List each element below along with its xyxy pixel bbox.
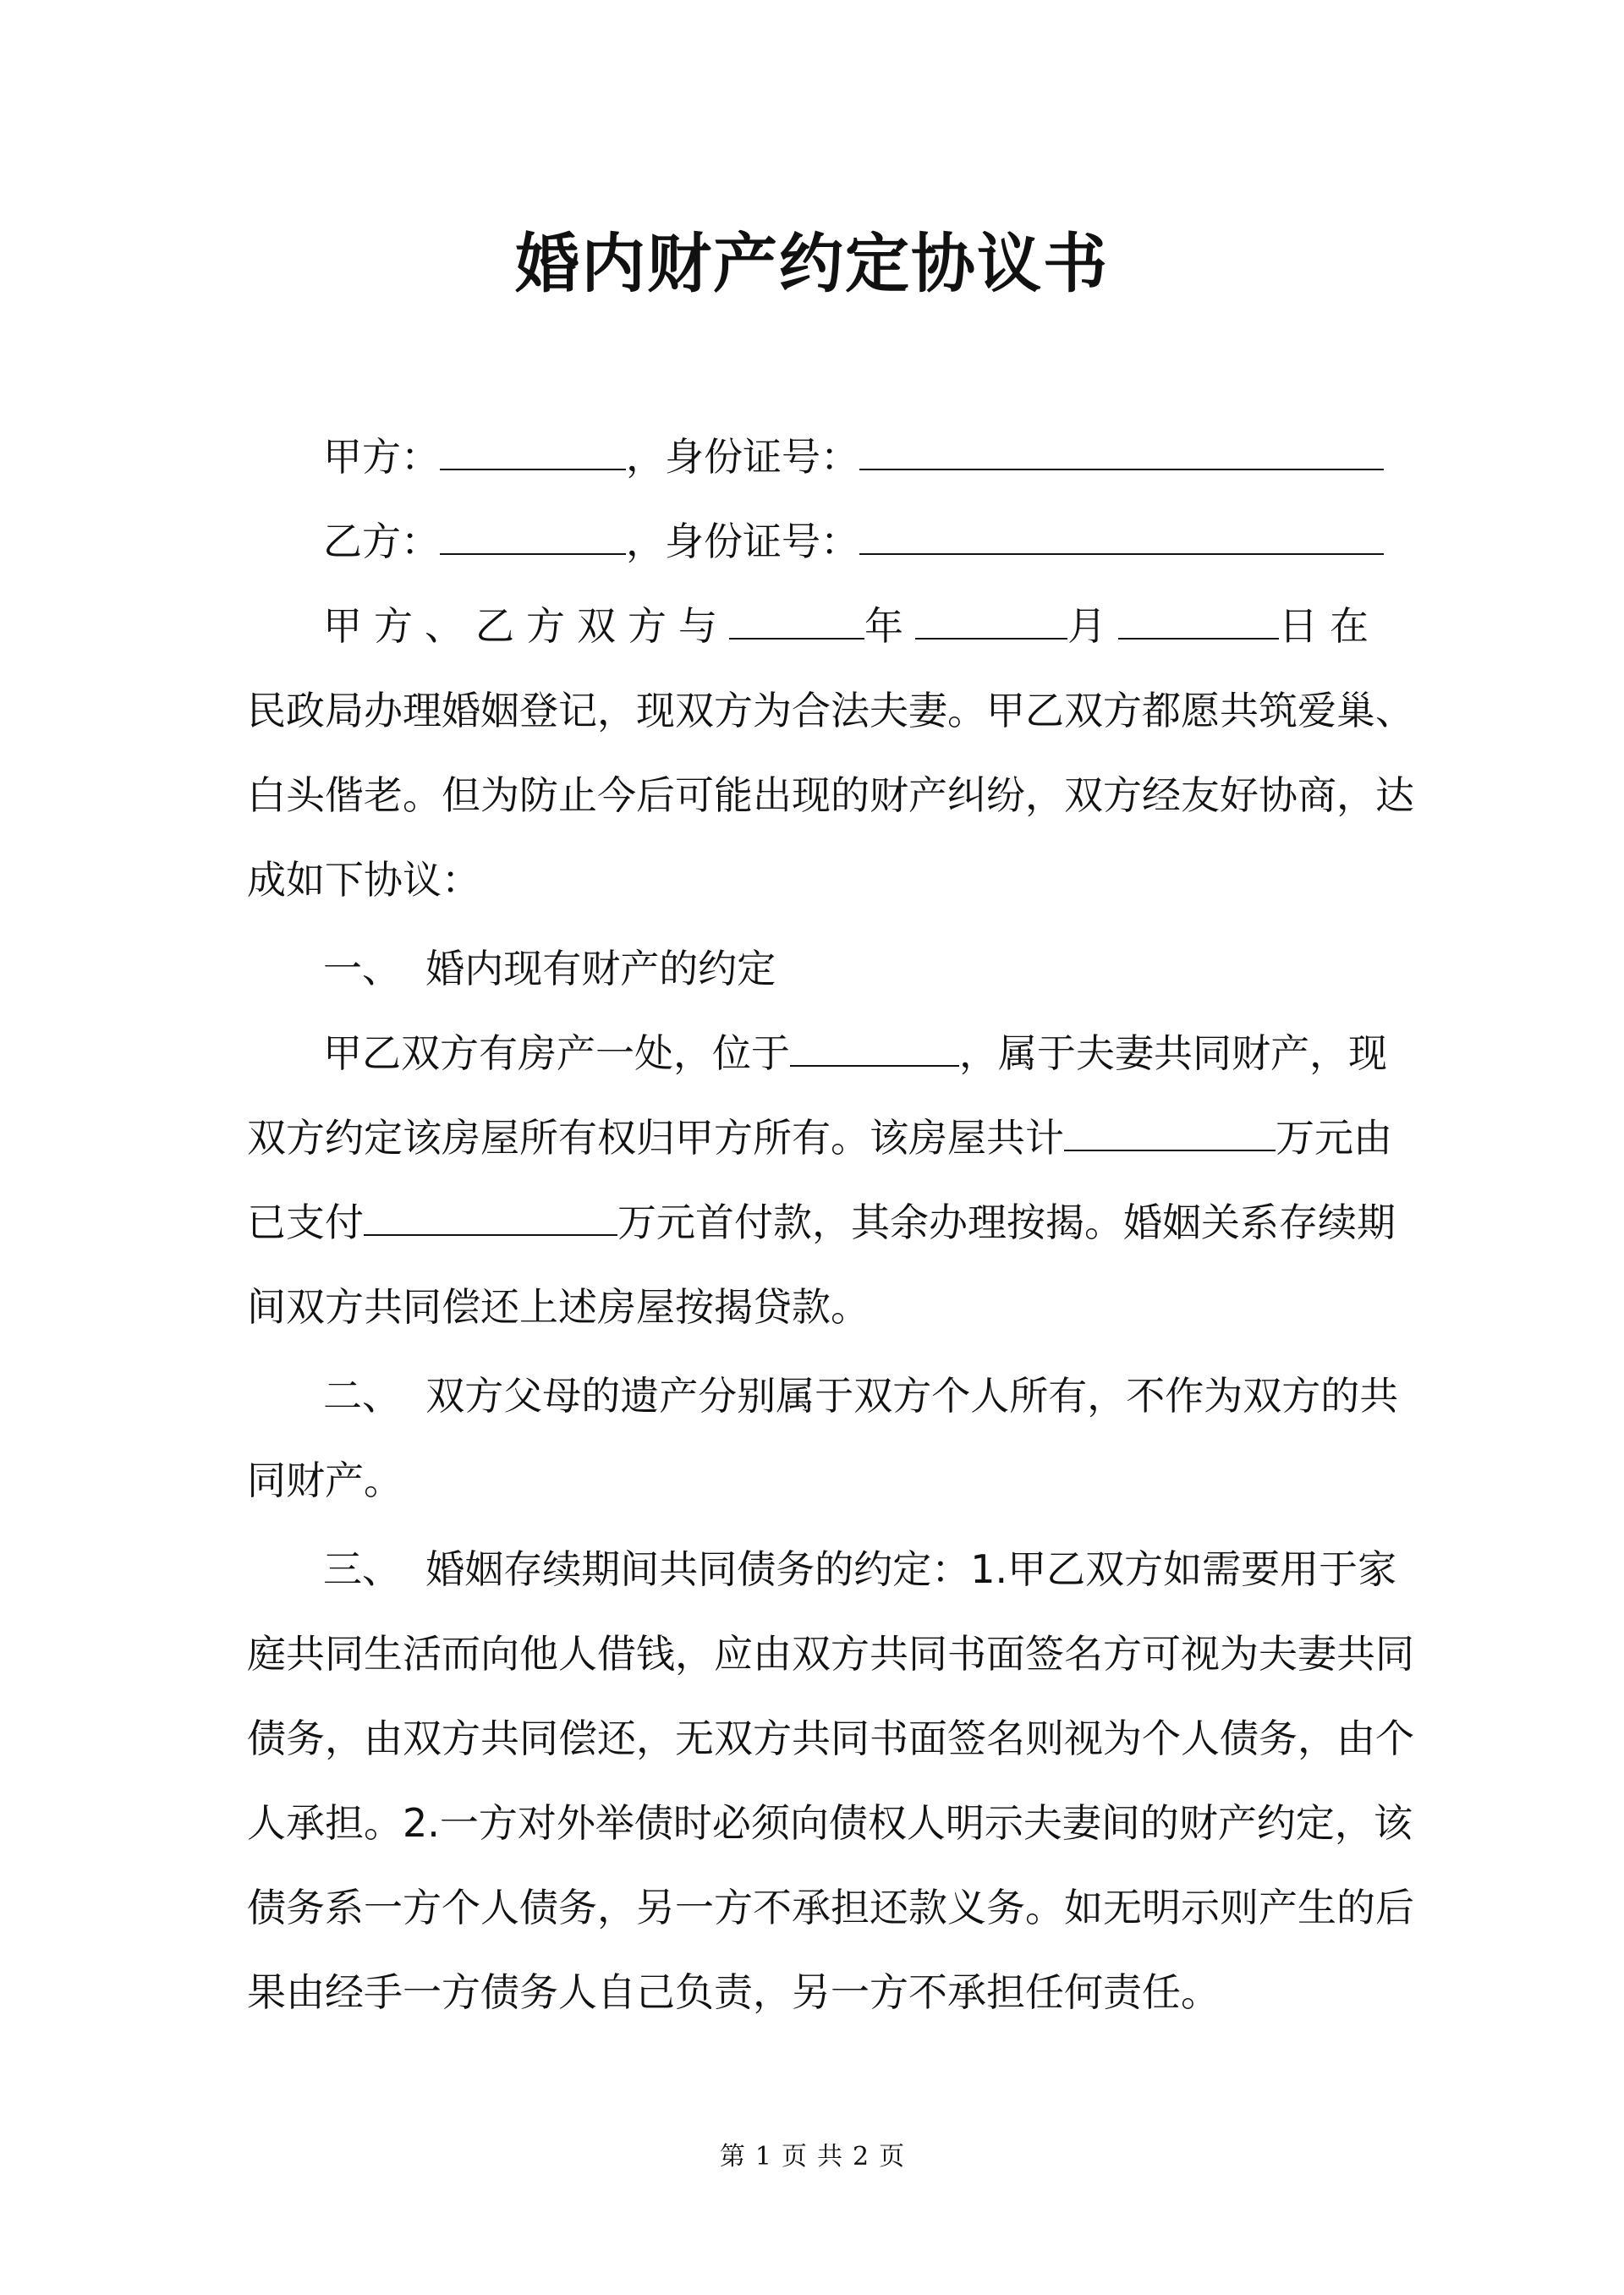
section-1-heading: 一、 婚内现有财产的约定 (323, 946, 776, 991)
down-payment-blank (364, 1192, 617, 1236)
party-b-id-blank (859, 511, 1384, 555)
section-3-line-5: 债务系一方个人债务，另一方不承担还款义务。如无明示则产生的后 (247, 1885, 1414, 1930)
section-1-text: 已支付 (247, 1200, 364, 1245)
footer-text: 第 (719, 2142, 745, 2171)
section-3-line-2: 庭共同生活而向他人借钱，应由双方共同书面签名方可视为夫妻共同 (247, 1631, 1414, 1677)
section-2-line-1: 二、 双方父母的遗产分别属于双方个人所有，不作为双方的共 (323, 1373, 1399, 1419)
section-1-line-2 (247, 1095, 1392, 1180)
property-total-blank (1064, 1107, 1276, 1151)
day-label: 日在 (1279, 603, 1380, 649)
section-3-line-4: 人承担。2.一方对外举债时必须向债权人明示夫妻间的财产约定，该 (247, 1800, 1413, 1846)
marriage-line-4: 成如下协议： (247, 857, 480, 903)
footer-text: 页 (879, 2142, 905, 2171)
footer-text: 共 (817, 2142, 842, 2171)
marriage-prefix: 甲方、乙方双方与 (323, 603, 729, 649)
section-1-text: ，属于夫妻共同财产，现 (959, 1030, 1387, 1076)
page-footer (0, 2140, 1624, 2174)
section-1-line-1 (247, 1011, 1465, 1095)
footer-text: 页 (782, 2142, 807, 2171)
party-b-id-label: ，身份证号： (626, 519, 859, 564)
section-1-text: 甲乙双方有房产一处，位于 (323, 1030, 790, 1076)
section-1-line-3 (247, 1180, 1396, 1265)
party-a-label: 甲方： (323, 434, 440, 480)
section-3-line-6: 果由经手一方债务人自己负责，另一方不承担任何责任。 (247, 1969, 1220, 2015)
section-3-line-3: 债务，由双方共同偿还，无双方共同书面签名则视为个人债务，由个 (247, 1716, 1414, 1761)
marriage-line-3: 白头偕老。但为防止今后可能出现的财产纠纷，双方经友好协商，达 (247, 772, 1414, 818)
marriage-line-1 (247, 584, 1465, 668)
marriage-line-2: 民政局办理婚姻登记，现双方为合法夫妻。甲乙双方都愿共筑爱巢、 (247, 688, 1414, 733)
party-a-id-blank (859, 426, 1384, 470)
party-b-line (247, 499, 1465, 584)
month-blank (915, 596, 1067, 640)
section-2-line-2: 同财产。 (247, 1458, 403, 1503)
property-location-blank (790, 1023, 959, 1067)
current-page-number: 1 (754, 2142, 771, 2171)
day-blank (1118, 596, 1279, 640)
party-a-line (247, 415, 1465, 499)
section-1-text: 双方约定该房屋所有权归甲方所有。该房屋共计 (247, 1115, 1064, 1161)
section-3-line-1: 三、 婚姻存续期间共同债务的约定：1.甲乙双方如需要用于家 (323, 1546, 1397, 1592)
party-b-label: 乙方： (323, 519, 440, 564)
document-title: 婚内财产约定协议书 (515, 226, 1109, 301)
party-a-id-label: ，身份证号： (626, 434, 859, 480)
section-1-line-4: 间双方共同偿还上述房屋按揭贷款。 (247, 1284, 870, 1330)
year-label: 年 (864, 603, 915, 649)
year-blank (729, 596, 864, 640)
total-pages-number: 2 (853, 2142, 870, 2171)
section-1-text: 万元首付款，其余办理按揭。婚姻关系存续期 (617, 1200, 1396, 1245)
section-1-text: 万元由 (1276, 1115, 1392, 1161)
party-a-name-blank (440, 426, 626, 470)
party-b-name-blank (440, 511, 626, 555)
month-label: 月 (1067, 603, 1118, 649)
